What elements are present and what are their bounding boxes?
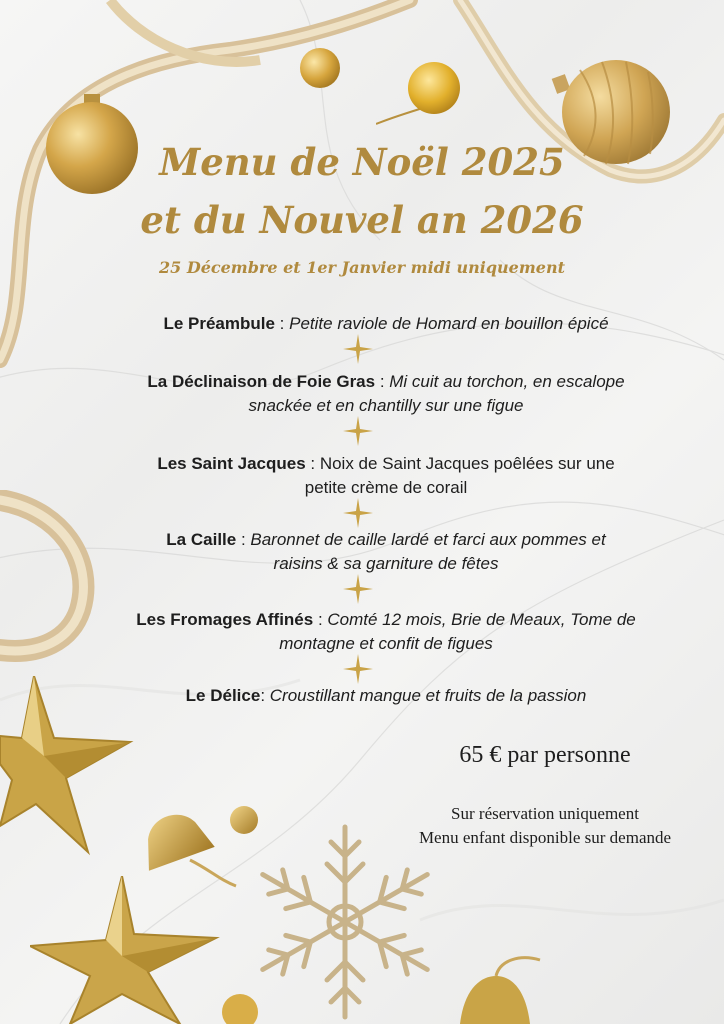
reservation-note: Sur réservation uniquement <box>451 804 639 823</box>
sparkle-separator-icon <box>343 654 373 684</box>
sparkle-separator-icon <box>343 574 373 604</box>
course-saint-jacques <box>80 452 692 500</box>
course-description: Comté 12 mois, Brie de Meaux, Tome de <box>327 610 636 629</box>
course-description: Petite raviole de Homard en bouillon épicé <box>289 314 609 333</box>
course-name: Le Délice <box>185 686 261 705</box>
course-name: Les Fromages Affinés <box>136 610 314 629</box>
course-separator: : <box>313 610 328 629</box>
course-description: Mi cuit au torchon, en escalope <box>389 372 625 391</box>
gold-bauble-icon <box>376 58 472 130</box>
course-name: Les Saint Jacques <box>157 454 306 473</box>
course-preambule <box>80 312 692 336</box>
course-separator: : <box>274 314 290 333</box>
course-fromages <box>80 608 692 656</box>
course-name: La Caille <box>166 530 237 549</box>
menu-title-line2: et du Nouvel an 2026 <box>140 198 584 242</box>
sparkle-separator-icon <box>343 416 373 446</box>
gold-bell-icon <box>440 950 550 1024</box>
gold-bell-icon <box>140 790 260 900</box>
menu-subtitle: 25 Décembre et 1er Janvier midi uniquement <box>158 258 565 277</box>
course-description: montagne et confit de figues <box>279 634 493 653</box>
sparkle-separator-icon <box>343 498 373 528</box>
course-separator: : <box>375 372 390 391</box>
course-name: La Déclinaison de Foie Gras <box>147 372 376 391</box>
course-description: Croustillant mangue et fruits de la passion <box>269 686 587 705</box>
course-name: Le Préambule <box>163 314 275 333</box>
course-delice <box>80 684 692 708</box>
course-description: Baronnet de caille lardé et farci aux pommes et <box>250 530 606 549</box>
course-separator: : <box>260 686 270 705</box>
course-description: raisins & sa garniture de fêtes <box>273 554 499 573</box>
course-foie-gras <box>80 370 692 418</box>
course-description: Noix de Saint Jacques poêlées sur une <box>319 454 615 473</box>
course-caille <box>80 528 692 576</box>
sparkle-separator-icon <box>343 334 373 364</box>
course-separator: : <box>236 530 251 549</box>
course-description: snackée et en chantilly sur une figue <box>248 396 524 415</box>
menu-title-line1: Menu de Noël 2025 <box>159 140 565 184</box>
child-menu-note: Menu enfant disponible sur demande <box>418 828 672 847</box>
menu-price: 65 € par personne <box>459 742 631 768</box>
course-separator: : <box>305 454 320 473</box>
gold-bauble-icon <box>296 44 344 90</box>
course-description: petite crème de corail <box>304 478 468 497</box>
